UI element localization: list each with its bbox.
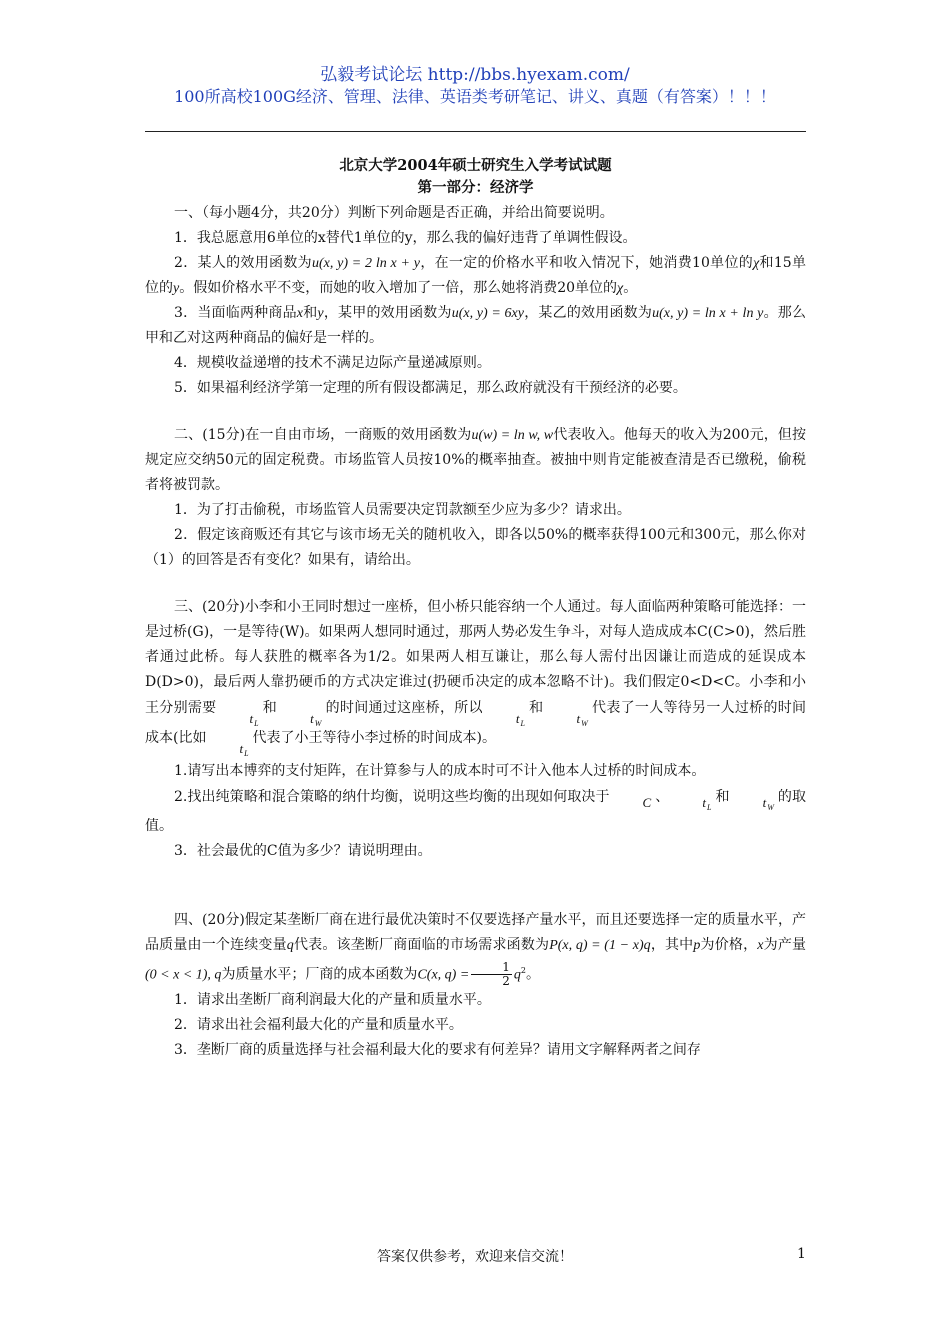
q1-item-4: 4．规模收益递增的技术不满足边际产量递减原则。 xyxy=(174,355,491,371)
q2-item-2: 2．假定该商贩还有其它与该市场无关的随机收入，即各以50%的概率获得100元和300元，那么你对（1）的回答是否有变化？如果有，请给出。 xyxy=(145,527,806,568)
q4-item-1: 1．请求出垄断厂商利润最大化的产量和质量水平。 xyxy=(174,992,491,1009)
q3-intro: 三、(20分)小李和小王同时想过一座桥，但小桥只能容纳一个人通过。每人面临两种策略可能选择：一是过桥(G)，一是等待(W)。如果两人想同时通过，那两人势必发生争斗，对每人造成成本C(C>0)，然后胜者通过此桥。每人获胜的概率各为1/2。如果两人相互谦让，那么每人需付出因谦让而造成的延误成本D(D>0)，最后两人靠扔硬币的方式决定谁过(扔硬币决定的成本忽略不计)。我们假定0<D<C。小李和小王分别需要$t_L$和$t_W$的时间通过这座桥，所以$t_L$和$t_W$代表了一人等待另一人过桥的时间成本(比如$t_L$代表了小王等待小李过桥的时间成本)。 xyxy=(145,599,807,758)
q3-item-3: 3．社会最优的C值为多少？请说明理由。 xyxy=(174,843,432,859)
exam-section: 第一部分：经济学 xyxy=(417,179,534,196)
site-link[interactable]: 弘毅考试论坛 http://bbs.hyexam.com/ xyxy=(320,65,630,85)
exam-title: 北京大学2004年硕士研究生入学考试试题 xyxy=(339,157,612,174)
q1-item-1: 1．我总愿意用6单位的x替代1单位的y，那么我的偏好违背了单调性假设。 xyxy=(174,230,637,246)
q1-item-5: 5．如果福利经济学第一定理的所有假设都满足，那么政府就没有干预经济的必要。 xyxy=(174,380,687,396)
q1-item-3: 3．当面临两种商品x和y，某甲的效用函数为u(x, y) = 6xy，某乙的效用函数为u(x, y) = ln x + ln y。那么甲和乙对这两种商品的偏好是一样的。 xyxy=(145,305,806,346)
q1-intro: 一、（每小题4分，共20分）判断下列命题是否正确，并给出简要说明。 xyxy=(174,205,614,221)
footer-note: 答案仅供参考，欢迎来信交流！ xyxy=(377,1249,573,1265)
q4-item-3: 3．垄断厂商的质量选择与社会福利最大化的要求有何差异？请用文字解释两者之间存 xyxy=(174,1042,701,1059)
q4-item-2: 2．请求出社会福利最大化的产量和质量水平。 xyxy=(174,1017,463,1034)
q2-intro: 二、(15分)在一自由市场，一商贩的效用函数为u(w) = ln w, w代表收入。他每天的收入为200元，但按规定应交纳50元的固定税费。市场监管人员按10%的概率抽查。被抽中则肯定能被查清是否已缴税，偷税者将被罚款。 xyxy=(145,427,806,493)
header-rule xyxy=(145,131,806,132)
q3-item-2: 2.找出纯策略和混合策略的纳什均衡，说明这些均衡的出现如何取决于 C 、 $t_L$和 $t_W$的取值。 xyxy=(145,789,806,834)
cost-fraction: $\frac{1}{2}$ xyxy=(471,961,512,988)
page-number: 1 xyxy=(797,1246,806,1262)
exam-content xyxy=(145,155,806,1063)
q2-item-1: 1．为了打击偷税，市场监管人员需要决定罚款额至少应为多少？请求出。 xyxy=(174,502,631,518)
site-tagline: 100所高校100G经济、管理、法律、英语类考研笔记、讲义、真题（有答案）！！！ xyxy=(174,87,776,106)
q3-item-1: 1.请写出本博弈的支付矩阵，在计算参与人的成本时可不计入他本人过桥的时间成本。 xyxy=(174,763,706,779)
q1-item-2: 2．某人的效用函数为u(x, y) = 2 ln x + y，在一定的价格水平和收入情况下，她消费10单位的χ和15单位的y。假如价格水平不变，而她的收入增加了一倍，那么她将消费20单位的χ。 xyxy=(145,255,806,296)
site-header xyxy=(145,64,805,108)
q4-intro: 四、(20分)假定某垄断厂商在进行最优决策时不仅要选择产量水平，而且还要选择一定的质量水平，产品质量由一个连续变量q代表。该垄断厂商面临的市场需求函数为P(x, q) = (1 − x)q，其中p为价格，x为产量(0 < x < 1), q为质量水平；厂商的成本函数为C(x, q) = $\frac{1}{2}$ $q^2$。 xyxy=(145,912,807,989)
